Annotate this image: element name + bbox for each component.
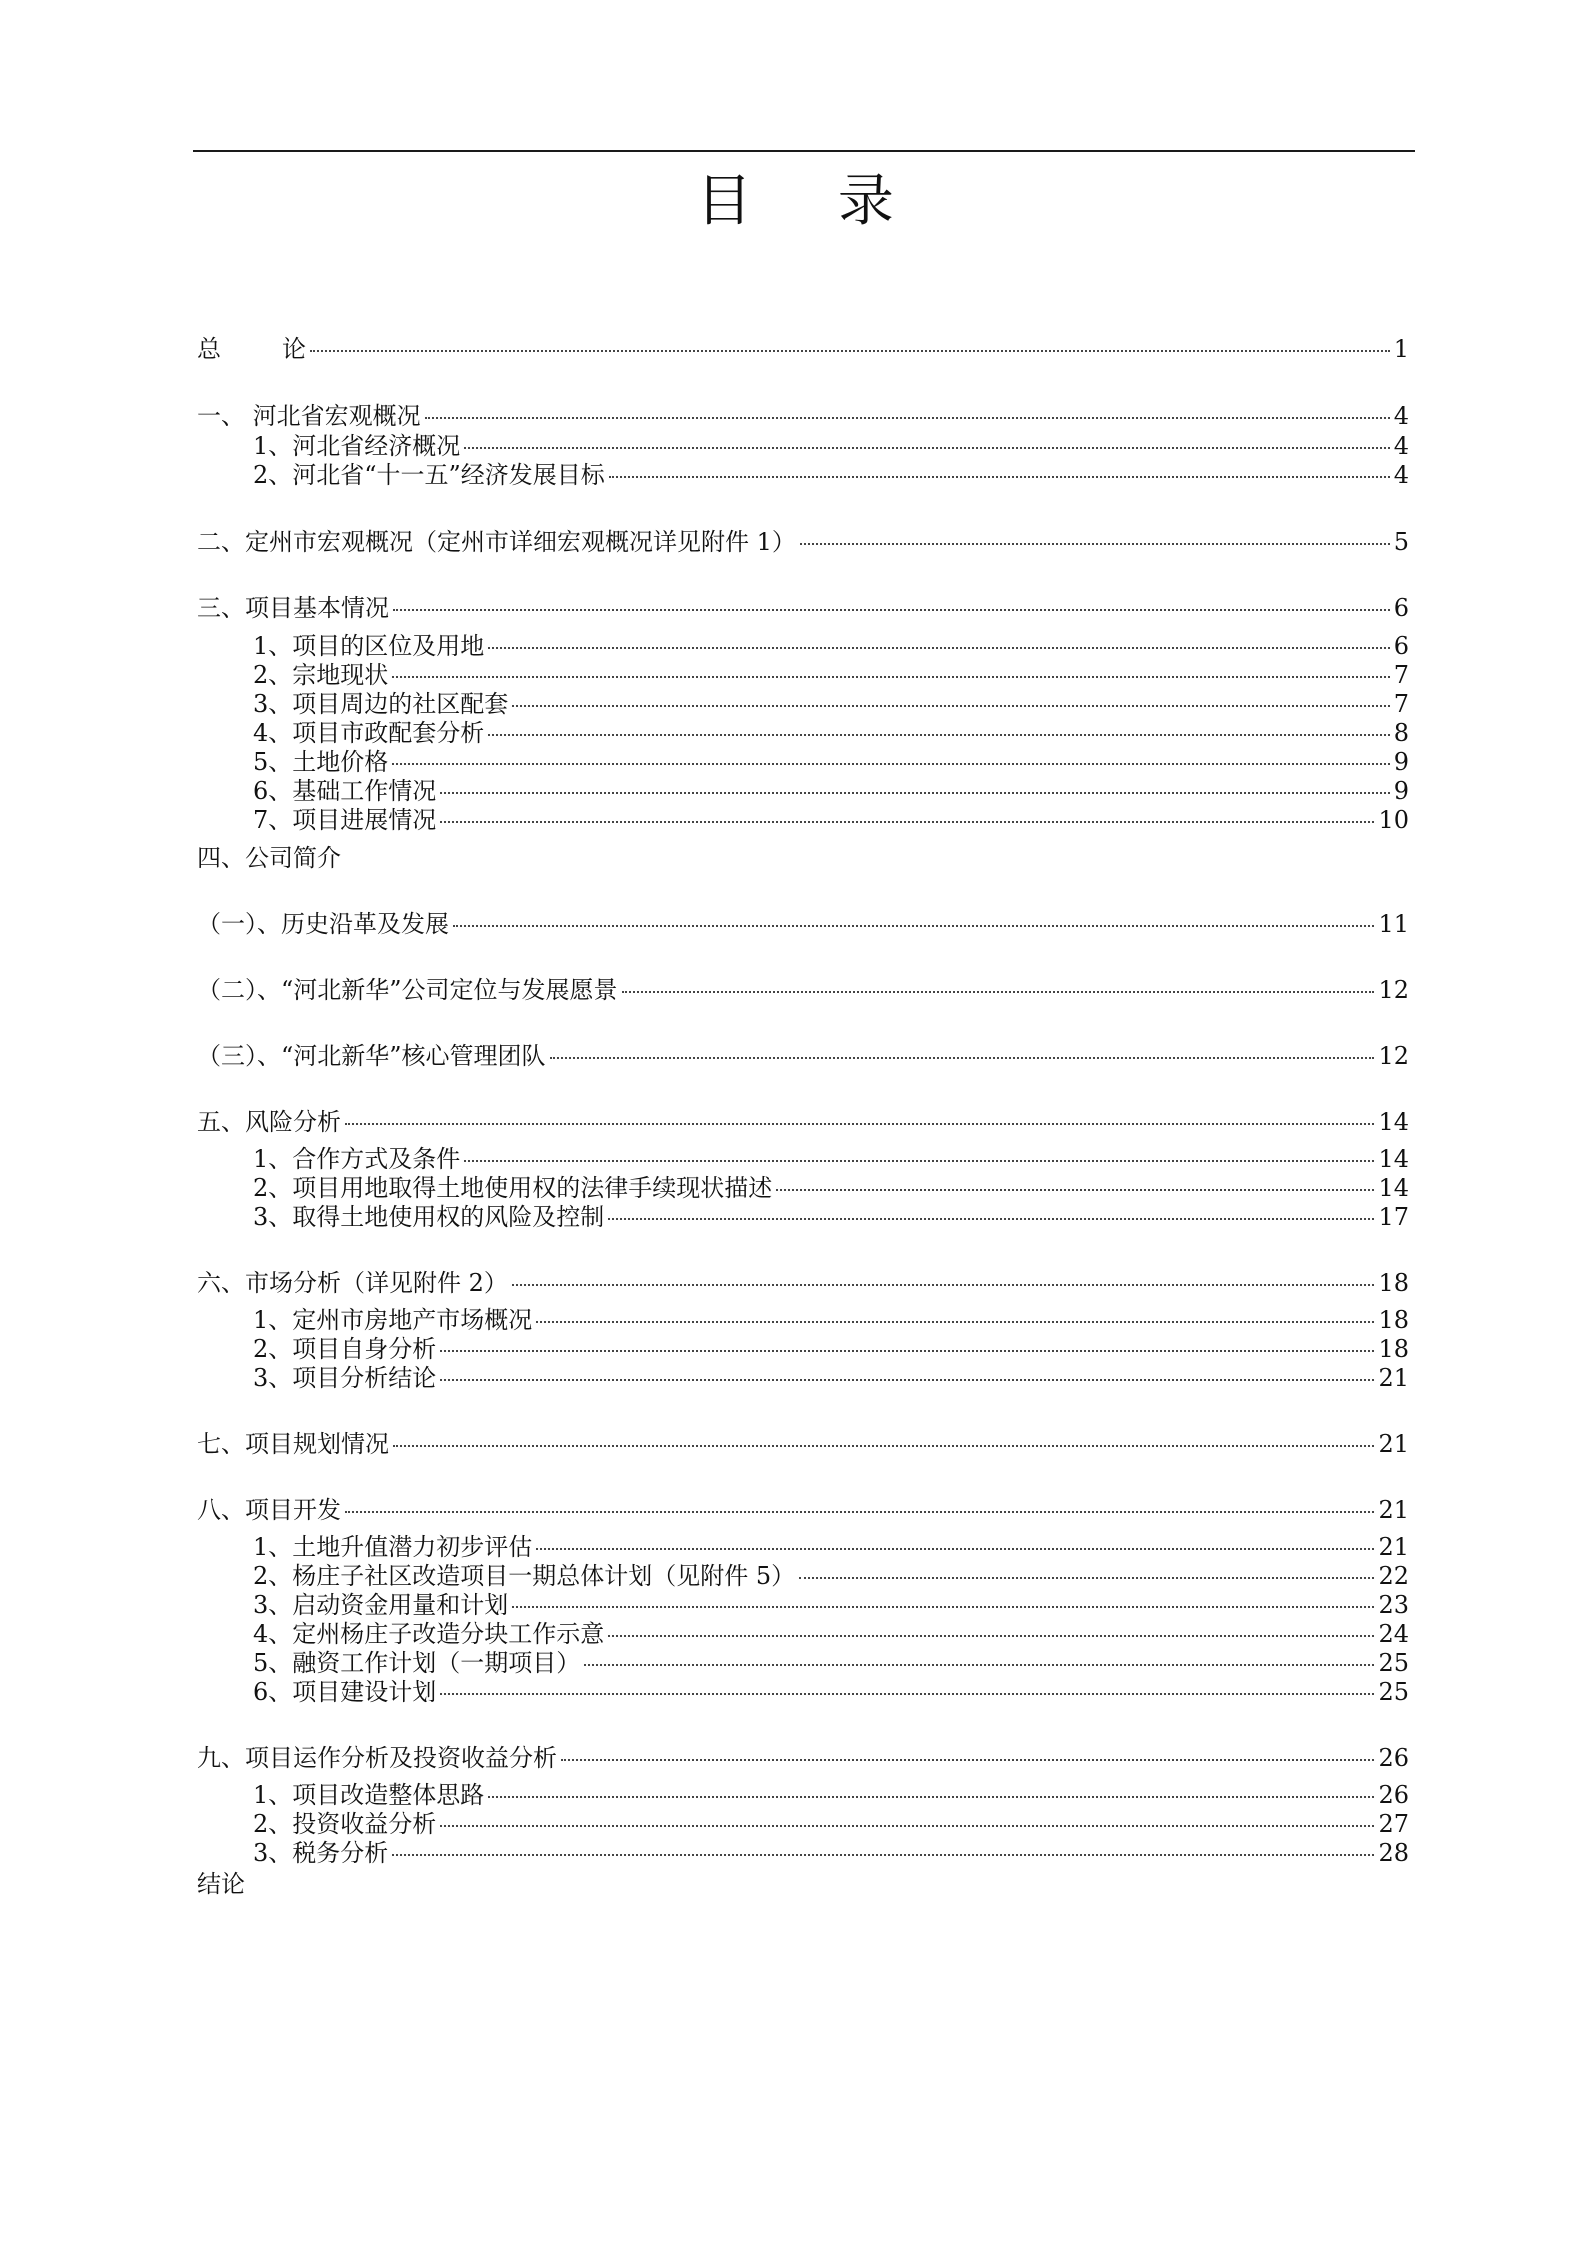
toc-page-number: 1 xyxy=(1393,335,1409,363)
toc-dot-leader xyxy=(392,763,1389,765)
toc-entry-label: 4、定州杨庄子改造分块工作示意 xyxy=(253,1620,605,1648)
toc-entry[interactable] xyxy=(253,1678,1409,1706)
toc-entry[interactable] xyxy=(253,661,1409,689)
toc-page-number: 21 xyxy=(1378,1430,1409,1458)
toc-dot-leader xyxy=(453,925,1374,927)
toc-entry-label: 3、项目周边的社区配套 xyxy=(253,690,509,718)
toc-dot-leader xyxy=(550,1057,1375,1059)
toc-entry-label: 一、 河北省宏观概况 xyxy=(197,402,421,430)
toc-page-number: 28 xyxy=(1378,1839,1409,1867)
toc-entry[interactable] xyxy=(197,910,1409,938)
toc-dot-leader xyxy=(393,609,1390,611)
toc-dot-leader xyxy=(536,1321,1374,1323)
toc-entry-label: 3、启动资金用量和计划 xyxy=(253,1591,509,1619)
toc-page-number: 21 xyxy=(1378,1364,1409,1392)
toc-entry[interactable] xyxy=(253,1335,1409,1363)
toc-entry-label: 五、风险分析 xyxy=(197,1108,341,1136)
toc-page-number: 23 xyxy=(1378,1591,1409,1619)
toc-page-number: 12 xyxy=(1378,1042,1409,1070)
toc-dot-leader xyxy=(536,1548,1374,1550)
toc-entry[interactable] xyxy=(197,335,1409,363)
toc-entry-label: 三、项目基本情况 xyxy=(197,594,389,622)
toc-entry[interactable] xyxy=(197,976,1409,1004)
toc-entry[interactable] xyxy=(253,748,1409,776)
toc-page-number: 10 xyxy=(1378,806,1409,834)
toc-entry[interactable] xyxy=(197,1430,1409,1458)
toc-entry-label: 1、合作方式及条件 xyxy=(253,1145,461,1173)
toc-page-number: 25 xyxy=(1378,1649,1409,1677)
toc-entry-label: 3、项目分析结论 xyxy=(253,1364,437,1392)
toc-dot-leader xyxy=(440,1379,1374,1381)
toc-entry-label: 2、项目自身分析 xyxy=(253,1335,437,1363)
toc-entry-label: 4、项目市政配套分析 xyxy=(253,719,485,747)
toc-entry[interactable] xyxy=(253,1203,1409,1231)
toc-entry-label: 2、投资收益分析 xyxy=(253,1810,437,1838)
toc-dot-leader xyxy=(310,350,1390,352)
toc-page-number: 27 xyxy=(1378,1810,1409,1838)
toc-dot-leader xyxy=(561,1759,1374,1761)
toc-entry[interactable] xyxy=(253,1781,1409,1809)
toc-entry-label: 6、基础工作情况 xyxy=(253,777,437,805)
toc-page-number: 21 xyxy=(1378,1533,1409,1561)
toc-entry-label: 二、定州市宏观概况（定州市详细宏观概况详见附件 1） xyxy=(197,528,796,556)
toc-page-number: 26 xyxy=(1378,1781,1409,1809)
toc-dot-leader xyxy=(488,1796,1374,1798)
toc-entry[interactable] xyxy=(253,1591,1409,1619)
toc-page-number: 4 xyxy=(1393,461,1409,489)
toc-entry-label: 2、项目用地取得土地使用权的法律手续现状描述 xyxy=(253,1174,773,1202)
toc-page-number: 6 xyxy=(1393,594,1409,622)
toc-page-number: 6 xyxy=(1393,632,1409,660)
toc-dot-leader xyxy=(512,705,1389,707)
toc-page-number: 5 xyxy=(1393,528,1409,556)
toc-dot-leader xyxy=(609,476,1390,478)
toc-page-number: 12 xyxy=(1378,976,1409,1004)
toc-dot-leader xyxy=(512,1606,1374,1608)
toc-dot-leader xyxy=(776,1189,1374,1191)
toc-page-number: 8 xyxy=(1393,719,1409,747)
toc-page-number: 4 xyxy=(1393,402,1409,430)
toc-entry-label: 2、杨庄子社区改造项目一期总体计划（见附件 5） xyxy=(253,1562,796,1590)
toc-dot-leader xyxy=(345,1511,1374,1513)
toc-entry[interactable] xyxy=(253,461,1409,489)
toc-dot-leader xyxy=(440,821,1374,823)
toc-dot-leader xyxy=(392,676,1389,678)
toc-dot-leader xyxy=(799,1577,1374,1579)
toc-entry[interactable] xyxy=(253,690,1409,718)
toc-entry[interactable] xyxy=(253,719,1409,747)
toc-page-number: 17 xyxy=(1378,1203,1409,1231)
toc-page-number: 18 xyxy=(1378,1306,1409,1334)
toc-dot-leader xyxy=(608,1218,1374,1220)
toc-entry[interactable] xyxy=(253,632,1409,660)
toc-entry[interactable] xyxy=(253,1145,1409,1173)
toc-page-number: 14 xyxy=(1378,1108,1409,1136)
toc-page-number: 11 xyxy=(1378,910,1409,938)
toc-page-number: 7 xyxy=(1393,661,1409,689)
toc-page-number: 14 xyxy=(1378,1174,1409,1202)
toc-entry[interactable] xyxy=(253,1810,1409,1838)
toc-entry[interactable] xyxy=(197,1269,1409,1297)
toc-entry[interactable] xyxy=(253,1620,1409,1648)
toc-dot-leader xyxy=(440,792,1389,794)
toc-dot-leader xyxy=(440,1693,1374,1695)
toc-dot-leader xyxy=(425,417,1390,419)
toc-entry-label: 总 论 xyxy=(197,335,307,363)
toc-entry[interactable] xyxy=(197,528,1409,556)
toc-dot-leader xyxy=(464,1160,1374,1162)
toc-entry[interactable] xyxy=(253,1364,1409,1392)
toc-dot-leader xyxy=(584,1664,1374,1666)
toc-entry-label: 七、项目规划情况 xyxy=(197,1430,389,1458)
toc-page-number: 24 xyxy=(1378,1620,1409,1648)
toc-dot-leader xyxy=(440,1350,1374,1352)
page-title: 目 录 xyxy=(696,169,928,234)
toc-entry-label: 5、土地价格 xyxy=(253,748,389,776)
toc-entry[interactable] xyxy=(253,1649,1409,1677)
toc-page-number: 9 xyxy=(1393,777,1409,805)
toc-entry[interactable] xyxy=(197,594,1409,622)
toc-entry-label: 1、河北省经济概况 xyxy=(253,432,461,460)
toc-dot-leader xyxy=(393,1445,1374,1447)
toc-entry[interactable] xyxy=(197,402,1409,430)
toc-dot-leader xyxy=(488,734,1389,736)
toc-entry[interactable] xyxy=(197,1744,1409,1772)
toc-entry[interactable] xyxy=(197,1108,1409,1136)
toc-entry-label: 2、宗地现状 xyxy=(253,661,389,689)
toc-entry-label: 1、项目改造整体思路 xyxy=(253,1781,485,1809)
toc-dot-leader xyxy=(464,447,1389,449)
toc-entry-label: 六、市场分析（详见附件 2） xyxy=(197,1269,508,1297)
toc-entry-label: （二）、“河北新华”公司定位与发展愿景 xyxy=(197,976,618,1004)
toc-entry[interactable] xyxy=(253,1839,1409,1867)
toc-page-number: 18 xyxy=(1378,1335,1409,1363)
toc-entry-label: 1、项目的区位及用地 xyxy=(253,632,485,660)
toc-entry-label: （三）、“河北新华”核心管理团队 xyxy=(197,1042,546,1070)
toc-dot-leader xyxy=(488,647,1389,649)
toc-entry[interactable] xyxy=(197,844,597,872)
toc-page-number: 25 xyxy=(1378,1678,1409,1706)
toc-dot-leader xyxy=(608,1635,1374,1637)
toc-entry[interactable] xyxy=(197,1870,497,1898)
toc-entry[interactable] xyxy=(253,1562,1409,1590)
toc-dot-leader xyxy=(800,543,1390,545)
toc-entry[interactable] xyxy=(253,777,1409,805)
toc-page-number: 18 xyxy=(1378,1269,1409,1297)
toc-page-number: 21 xyxy=(1378,1496,1409,1524)
toc-entry[interactable] xyxy=(253,1533,1409,1561)
toc-entry-label: 1、定州市房地产市场概况 xyxy=(253,1306,533,1334)
toc-entry[interactable] xyxy=(197,1496,1409,1524)
toc-entry-label: 7、项目进展情况 xyxy=(253,806,437,834)
toc-page-number: 22 xyxy=(1378,1562,1409,1590)
toc-entry[interactable] xyxy=(253,432,1409,460)
toc-entry-label: 四、公司简介 xyxy=(197,844,341,872)
toc-dot-leader xyxy=(392,1854,1374,1856)
toc-page-number: 7 xyxy=(1393,690,1409,718)
toc-entry-label: 结论 xyxy=(197,1870,245,1898)
toc-entry[interactable] xyxy=(253,806,1409,834)
toc-entry-label: 八、项目开发 xyxy=(197,1496,341,1524)
toc-entry-label: 6、项目建设计划 xyxy=(253,1678,437,1706)
toc-entry[interactable] xyxy=(253,1174,1409,1202)
toc-page-number: 9 xyxy=(1393,748,1409,776)
toc-page-number: 26 xyxy=(1378,1744,1409,1772)
toc-page-number: 14 xyxy=(1378,1145,1409,1173)
toc-dot-leader xyxy=(622,991,1375,993)
toc-entry-label: 3、取得土地使用权的风险及控制 xyxy=(253,1203,605,1231)
toc-entry[interactable] xyxy=(253,1306,1409,1334)
toc-entry-label: （一）、历史沿革及发展 xyxy=(197,910,449,938)
toc-entry-label: 5、融资工作计划（一期项目） xyxy=(253,1649,581,1677)
toc-page-number: 4 xyxy=(1393,432,1409,460)
toc-entry-label: 2、河北省“十一五”经济发展目标 xyxy=(253,461,605,489)
toc-entry-label: 1、土地升值潜力初步评估 xyxy=(253,1533,533,1561)
toc-dot-leader xyxy=(512,1284,1375,1286)
toc-entry-label: 3、税务分析 xyxy=(253,1839,389,1867)
toc-entry-label: 九、项目运作分析及投资收益分析 xyxy=(197,1744,557,1772)
toc-dot-leader xyxy=(440,1825,1374,1827)
toc-entry[interactable] xyxy=(197,1042,1409,1070)
toc-dot-leader xyxy=(345,1123,1374,1125)
